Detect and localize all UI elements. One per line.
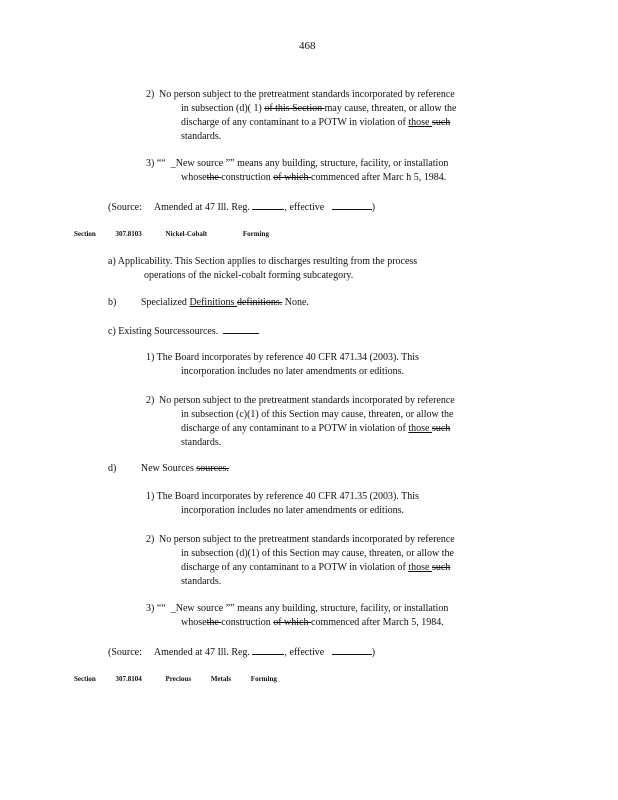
subsection-c-item2: 2) No person subject to the pretreatment standards incorporated by reference in subsection (c)(1) of this Section may cause, threaten, or allow the discharge of any contaminant to a POTW in violation of those such standards.: [146, 395, 455, 448]
reg-blank: [252, 200, 284, 210]
subsection-a: a) Applicability. This Section applies to discharges resulting from the process operations of the nickel-cobalt forming subcategory.: [108, 256, 418, 281]
subsection-b: b) Specialized Definitions definitions. None.: [108, 297, 309, 308]
section-heading-8103: Section 307.8103 Nickel-Cobalt Forming: [74, 230, 269, 238]
page-number: 468: [299, 40, 316, 52]
item-2-top: 2) No person subject to the pretreatment standards incorporated by reference in subsection (d)( 1) of this Section may cause, threaten, or allow the discharge of any contaminant to a POTW in violation of those such standards.: [146, 89, 457, 142]
source-note-2: (Source: Amended at 47 Ill. Reg. , effective ): [108, 647, 376, 658]
subsection-d-item3: 3) ““ _New source ”” means any building, structure, facility, or installation whosethe construction of which commenced after March 5, 1984.: [146, 603, 449, 628]
subsection-c-label: c) Existing Sourcessources.: [108, 324, 259, 337]
subsection-d-label: d) New Sources sources.: [108, 463, 229, 474]
effective-blank: [332, 200, 372, 210]
source-note: (Source: Amended at 47 Ill. Reg. , effective ): [108, 202, 376, 213]
section-heading-8104: Section 307.8104 Precious Metals Forming: [74, 675, 277, 683]
subsection-c-item1: 1) The Board incorporates by reference 40 CFR 471.34 (2003). This incorporation includes no later amendments or editions.: [146, 352, 419, 377]
item-3-top: 3) ““ _New source ”” means any building, structure, facility, or installation whosethe construction of which commenced after Marc h 5, 1984.: [146, 158, 449, 183]
subsection-d-item1: 1) The Board incorporates by reference 40 CFR 471.35 (2003). This incorporation includes no later amendments or editions.: [146, 491, 419, 516]
subsection-d-item2: 2) No person subject to the pretreatment standards incorporated by reference in subsection (d)(1) of this Section may cause, threaten, or allow the discharge of any contaminant to a POTW in violation of those such standards.: [146, 534, 455, 587]
